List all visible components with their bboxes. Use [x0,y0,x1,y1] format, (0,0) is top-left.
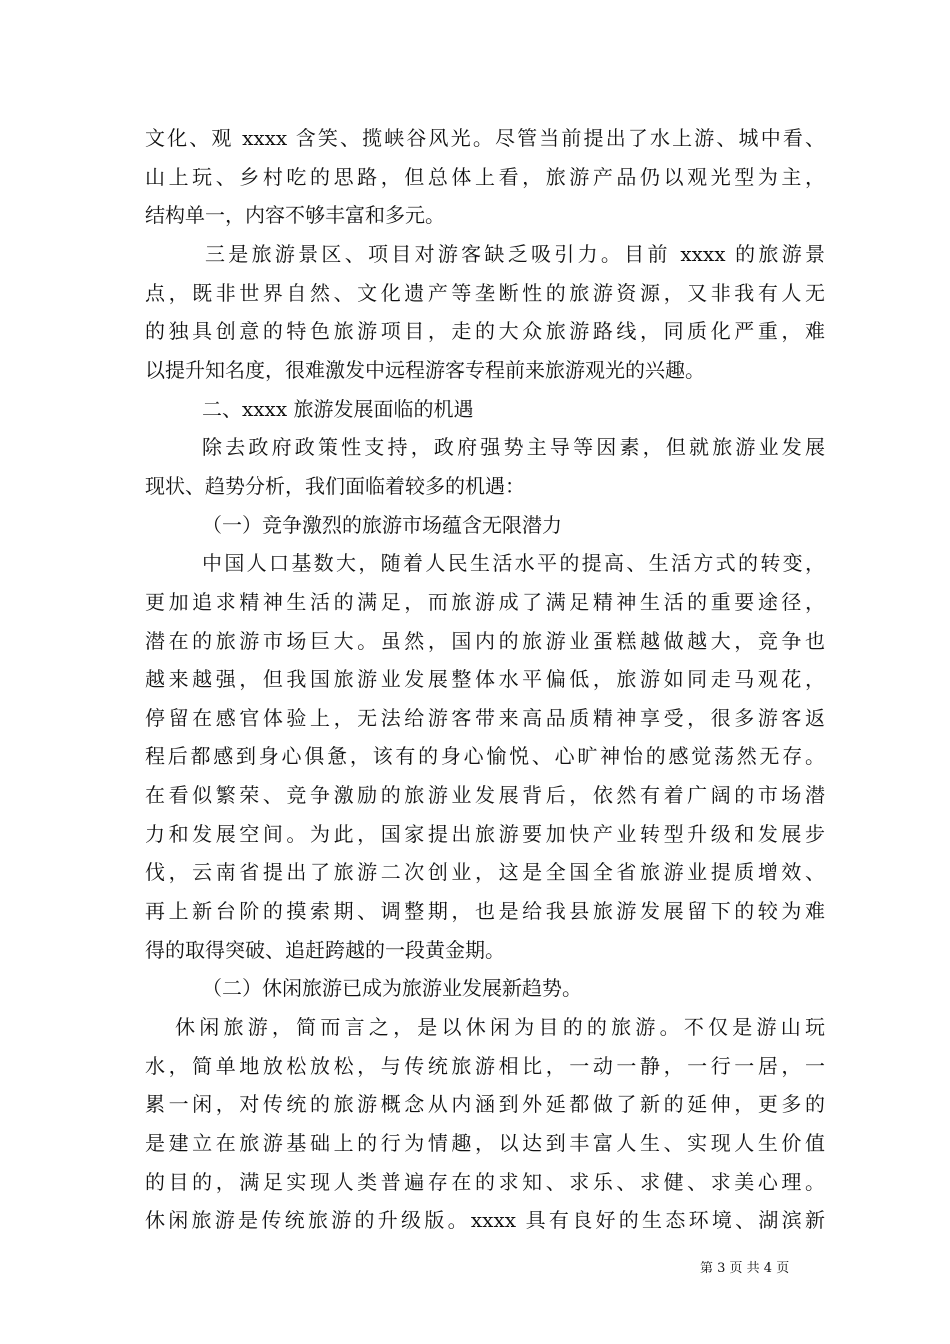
text-line: 文化、观 xxxx 含笑、揽峡谷风光。尽管当前提出了水上游、城中看、 [145,126,825,150]
text-line: 潜在的旅游市场巨大。虽然，国内的旅游业蛋糕越做越大，竞争也 [145,628,825,653]
text-line: 点，既非世界自然、文化遗产等垄断性的旅游资源，又非我有人无 [145,280,825,305]
text-line: 伐，云南省提出了旅游二次创业，这是全国全省旅游业提质增效、 [145,860,825,885]
text-line: 停留在感官体验上，无法给游客带来高品质精神享受，很多游客返 [145,705,825,730]
text-line: 得的取得突破、追赶跨越的一段黄金期。 [145,937,505,962]
text-line: 现状、趋势分析，我们面临着较多的机遇： [145,473,525,498]
text-line: 力和发展空间。为此，国家提出旅游要加快产业转型升级和发展步 [145,821,825,846]
text-line: 是建立在旅游基础上的行为情趣，以达到丰富人生、实现人生价值 [145,1130,825,1155]
text-line: 累一闲，对传统的旅游概念从内涵到外延都做了新的延伸，更多的 [145,1092,825,1117]
text-line: （二）休闲旅游已成为旅游业发展新趋势。 [202,976,582,1001]
text-line: 更加追求精神生活的满足，而旅游成了满足精神生活的重要途径， [145,589,825,614]
text-line: 的独具创意的特色旅游项目，走的大众旅游路线，同质化严重，难 [145,319,825,344]
text-line: （一）竞争激烈的旅游市场蕴含无限潜力 [202,512,562,537]
text-line: 休闲旅游，简而言之，是以休闲为目的的旅游。不仅是游山玩 [175,1014,825,1039]
text-line: 的目的，满足实现人类普遍存在的求知、求乐、求健、求美心理。 [145,1169,825,1194]
text-line: 中国人口基数大，随着人民生活水平的提高、生活方式的转变， [202,551,825,576]
text-line: 以提升知名度，很难激发中远程游客专程前来旅游观光的兴趣。 [145,357,705,382]
text-line: 程后都感到身心俱惫，该有的身心愉悦、心旷神怡的感觉荡然无存。 [145,744,825,769]
text-line: 三是旅游景区、项目对游客缺乏吸引力。目前 xxxx 的旅游景 [205,241,825,266]
text-line: 越来越强，但我国旅游业发展整体水平偏低，旅游如同走马观花， [145,667,825,692]
text-line: 在看似繁荣、竞争激励的旅游业发展背后，依然有着广阔的市场潜 [145,783,825,807]
text-line: 休闲旅游是传统旅游的升级版。xxxx 具有良好的生态环境、湖滨新 [145,1208,825,1233]
page-number: 第 3 页 共 4 页 [700,1261,790,1276]
text-line: 水，简单地放松放松，与传统旅游相比，一动一静，一行一居，一 [145,1053,825,1078]
text-line: 除去政府政策性支持，政府强势主导等因素，但就旅游业发展 [202,435,825,460]
text-line: 再上新台阶的摸索期、调整期，也是给我县旅游发展留下的较为难 [145,899,825,923]
text-line: 结构单一，内容不够丰富和多元。 [145,203,445,228]
text-line: 二、xxxx 旅游发展面临的机遇 [202,396,474,421]
text-line: 山上玩、乡村吃的思路，但总体上看，旅游产品仍以观光型为主， [145,164,825,189]
